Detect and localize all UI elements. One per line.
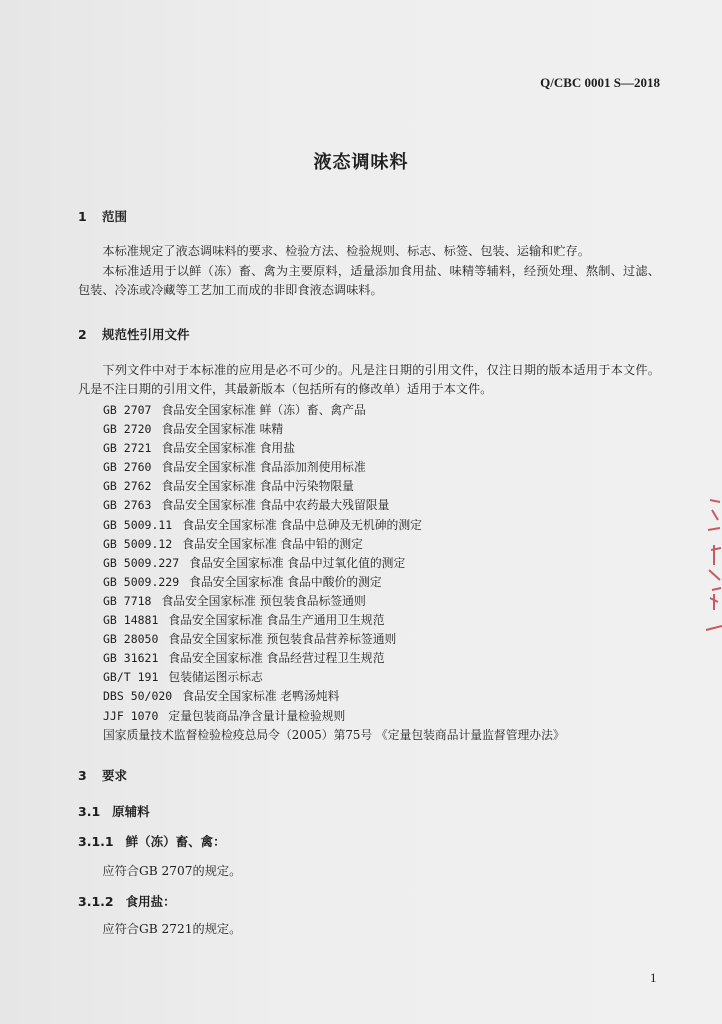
reference-item <box>103 630 565 649</box>
reference-code: GB 2763 <box>103 498 152 513</box>
reference-name: 食品安全国家标准 食品中过氧化值的测定 <box>189 555 406 570</box>
reference-code: GB/T 191 <box>103 670 159 685</box>
reference-item <box>103 516 565 535</box>
reference-name: 食品安全国家标准 食品经营过程卫生规范 <box>168 651 385 666</box>
reference-item <box>103 477 565 496</box>
reference-item <box>103 554 565 573</box>
reference-code: DBS 50/020 <box>103 689 173 704</box>
reference-item <box>103 439 565 458</box>
requirement-text: 应符合GB 2707的规定。 <box>102 864 242 878</box>
reference-item <box>103 611 565 630</box>
scope-paragraph-1: 本标准规定了液态调味料的要求、检验方法、检验规则、标志、标签、包装、运输和贮存。 <box>102 244 590 258</box>
requirement-text: 应符合GB 2721的规定。 <box>102 922 242 936</box>
reference-name: 食品安全国家标准 味精 <box>161 422 284 437</box>
reference-item <box>103 668 565 687</box>
section-number: 3 <box>78 768 87 783</box>
page-number: 1 <box>650 970 657 985</box>
subsection-3-1-1-heading <box>78 832 226 850</box>
reference-name: 食品安全国家标准 预包装食品营养标签通则 <box>168 632 397 647</box>
section-number: 2 <box>78 327 87 342</box>
subsection-number: 3.1 <box>78 804 101 819</box>
reference-item <box>103 496 565 515</box>
subsection-title: 鲜（冻）畜、禽： <box>125 834 226 849</box>
reference-name: 食品安全国家标准 鲜（冻）畜、禽产品 <box>161 403 366 417</box>
reference-name: 食品安全国家标准 预包装食品标签通则 <box>161 593 366 608</box>
reference-code: GB 2721 <box>103 441 152 456</box>
reference-item <box>103 535 565 554</box>
reference-name: 食品安全国家标准 食用盐 <box>161 441 295 456</box>
reference-item <box>103 401 565 420</box>
reference-code: GB 14881 <box>103 613 159 628</box>
reference-code: GB 5009.12 <box>103 536 173 551</box>
reference-code: GB 28050 <box>103 632 159 647</box>
reference-code: GB 7718 <box>103 593 152 608</box>
reference-name: 食品安全国家标准 食品添加剂使用标准 <box>161 460 366 475</box>
reference-name: 食品安全国家标准 食品中酸价的测定 <box>189 574 382 589</box>
reference-code: GB 5009.11 <box>103 517 173 532</box>
section-3-heading <box>78 766 127 784</box>
reference-code: JJF 1070 <box>103 708 159 723</box>
reference-item <box>103 726 565 745</box>
subsection-3-1-heading <box>78 802 150 820</box>
subsection-number: 3.1.2 <box>78 894 114 909</box>
reference-code: GB 31621 <box>103 651 159 666</box>
reference-name: 定量包装商品净含量计量检验规则 <box>168 708 346 723</box>
seal-stamp-fragment <box>702 490 722 640</box>
reference-item <box>103 420 565 439</box>
reference-code: GB 2760 <box>103 460 152 475</box>
reference-code: GB 2762 <box>103 479 152 494</box>
reference-code: GB 2707 <box>103 403 152 417</box>
subsection-title: 食用盐： <box>125 894 176 909</box>
reference-item <box>103 687 565 706</box>
subsection-title: 原辅料 <box>112 804 150 819</box>
reference-code: GB 2720 <box>103 422 152 437</box>
references-intro: 下列文件中对于本标准的应用是必不可少的。凡是注日期的引用文件，仅注日期的版本适用于本文件。凡是不注日期的引用文件，其最新版本（包括所有的修改单）适用于本文件。 <box>78 363 660 396</box>
reference-item <box>103 707 565 726</box>
reference-item <box>103 592 565 611</box>
reference-name: 食品安全国家标准 食品生产通用卫生规范 <box>168 613 385 628</box>
section-title: 要求 <box>102 768 128 783</box>
reference-name: 食品安全国家标准 食品中污染物限量 <box>161 479 354 494</box>
section-2-heading <box>78 325 190 343</box>
document-code: Q/CBC 0001 S—2018 <box>540 75 660 90</box>
reference-name: 国家质量技术监督检验检疫总局令（2005）第75号 《定量包装商品计量监督管理办法》 <box>103 727 565 742</box>
reference-name: 食品安全国家标准 食品中农药最大残留限量 <box>161 498 390 513</box>
document-title: 液态调味料 <box>313 152 409 173</box>
reference-item <box>103 649 565 668</box>
subsection-number: 3.1.1 <box>78 834 114 849</box>
section-number: 1 <box>78 209 87 224</box>
reference-name: 食品安全国家标准 老鸭汤炖料 <box>182 689 340 704</box>
section-1-heading <box>78 207 127 225</box>
reference-name: 食品安全国家标准 食品中总砷及无机砷的测定 <box>182 517 422 532</box>
reference-name: 包装储运图示标志 <box>168 670 263 685</box>
reference-code: GB 5009.227 <box>103 555 180 570</box>
reference-name: 食品安全国家标准 食品中铅的测定 <box>182 536 363 551</box>
subsection-3-1-2-heading <box>78 892 176 910</box>
reference-list <box>103 401 565 745</box>
reference-item <box>103 573 565 592</box>
section-title: 规范性引用文件 <box>102 327 190 342</box>
reference-code: GB 5009.229 <box>103 574 180 589</box>
section-title: 范围 <box>102 209 128 224</box>
scope-paragraph-2: 本标准适用于以鲜（冻）畜、禽为主要原料，适量添加食用盐、味精等辅料，经预处理、熬制、过滤、包装、冷冻或冷藏等工艺加工而成的非即食液态调味料。 <box>78 264 660 297</box>
reference-item <box>103 458 565 477</box>
